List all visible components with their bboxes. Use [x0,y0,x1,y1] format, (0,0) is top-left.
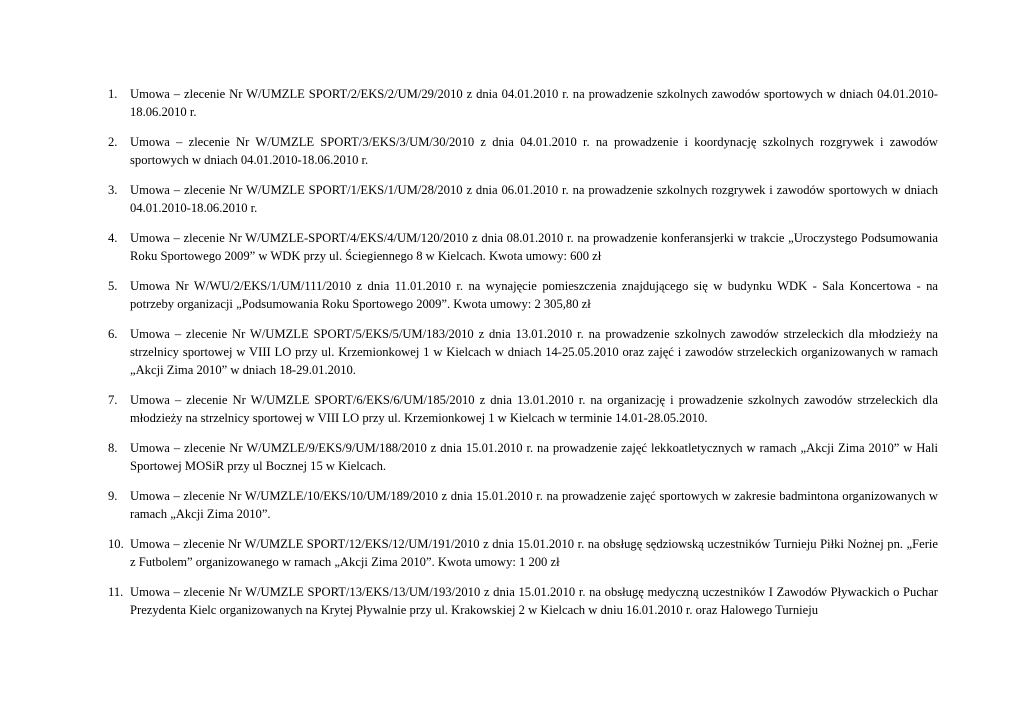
list-item [108,133,938,169]
list-item [108,181,938,217]
list-item-number: 10. [108,537,124,551]
list-item [108,583,938,619]
list-item [108,277,938,313]
list-item [108,535,938,571]
list-item [108,391,938,427]
list-item [108,439,938,475]
list-item-text: Umowa – zlecenie Nr W/UMZLE SPORT/13/EKS/13/UM/193/2010 z dnia 15.01.2010 r. na obsługę medyczną uczestników I Zawodów Pływackich o Puchar Prezydenta Kielc organizowanych na Krytej Pływalnie przy ul. Krakowskiej 2 w Kielcach w dniu 16.01.2010 r. oraz Halowego Turnieju [130,585,938,617]
list-item-text: Umowa – zlecenie Nr W/UMZLE/9/EKS/9/UM/188/2010 z dnia 15.01.2010 r. na prowadzenie zajęć lekkoatletycznych w ramach „Akcji Zima 2010” w Hali Sportowej MOSiR przy ul Bocznej 15 w Kielcach. [130,441,938,473]
list-item-number: 8. [108,441,118,455]
list-item-text: Umowa – zlecenie Nr W/UMZLE SPORT/12/EKS/12/UM/191/2010 z dnia 15.01.2010 r. na obsługę sędziowską uczestników Turnieju Piłki Nożnej pn. „Ferie z Futbolem” organizowanego w ramach „Akcji Zima 2010”. Kwota umowy: 1 200 zł [130,537,938,569]
list-item-number: 4. [108,231,118,245]
list-item-text: Umowa – zlecenie Nr W/UMZLE-SPORT/4/EKS/4/UM/120/2010 z dnia 08.01.2010 r. na prowadzenie konferansjerki w trakcie „Uroczystego Podsumowania Roku Sportowego 2009” w WDK przy ul. Ściegiennego 8 w Kielcach. Kwota umowy: 600 zł [130,231,938,263]
list-item-text: Umowa – zlecenie Nr W/UMZLE SPORT/3/EKS/3/UM/30/2010 z dnia 04.01.2010 r. na prowadzenie i koordynację szkolnych rozgrywek i zawodów sportowych w dniach 04.01.2010-18.06.2010 r. [130,135,938,167]
list-item-text: Umowa – zlecenie Nr W/UMZLE SPORT/1/EKS/1/UM/28/2010 z dnia 06.01.2010 r. na prowadzenie szkolnych rozgrywek i zawodów sportowych w dniach 04.01.2010-18.06.2010 r. [130,183,938,215]
contract-list [108,85,938,619]
list-item-text: Umowa – zlecenie Nr W/UMZLE SPORT/5/EKS/5/UM/183/2010 z dnia 13.01.2010 r. na prowadzenie szkolnych zawodów strzeleckich dla młodzieży na strzelnicy sportowej w VIII LO przy ul. Krzemionkowej 1 w Kielcach w dniach 14-25.05.2010 oraz zajęć i zawodów strzeleckich organizowanych w ramach „Akcji Zima 2010” w dniach 18-29.01.2010. [130,327,938,377]
list-item-text: Umowa – zlecenie Nr W/UMZLE/10/EKS/10/UM/189/2010 z dnia 15.01.2010 r. na prowadzenie zajęć sportowych w zakresie badmintona organizowanych w ramach „Akcji Zima 2010”. [130,489,938,521]
list-item-text: Umowa Nr W/WU/2/EKS/1/UM/111/2010 z dnia 11.01.2010 r. na wynajęcie pomieszczenia znajdującego się w budynku WDK - Sala Koncertowa - na potrzeby organizacji „Podsumowania Roku Sportowego 2009”. Kwota umowy: 2 305,80 zł [130,279,938,311]
list-item-text: Umowa – zlecenie Nr W/UMZLE SPORT/6/EKS/6/UM/185/2010 z dnia 13.01.2010 r. na organizację i prowadzenie szkolnych zawodów strzeleckich dla młodzieży na strzelnicy sportowej w VIII LO przy ul. Krzemionkowej 1 w Kielcach w terminie 14.01-28.05.2010. [130,393,938,425]
list-item [108,85,938,121]
list-item-number: 7. [108,393,118,407]
list-item-number: 11. [108,585,124,599]
list-item [108,325,938,379]
list-item-text: Umowa – zlecenie Nr W/UMZLE SPORT/2/EKS/2/UM/29/2010 z dnia 04.01.2010 r. na prowadzenie szkolnych zawodów sportowych w dniach 04.01.2010-18.06.2010 r. [130,87,938,119]
list-item-number: 1. [108,87,118,101]
list-item [108,229,938,265]
list-item-number: 3. [108,183,118,197]
list-item-number: 2. [108,135,118,149]
list-item-number: 9. [108,489,118,503]
list-item [108,487,938,523]
list-item-number: 6. [108,327,118,341]
list-item-number: 5. [108,279,118,293]
